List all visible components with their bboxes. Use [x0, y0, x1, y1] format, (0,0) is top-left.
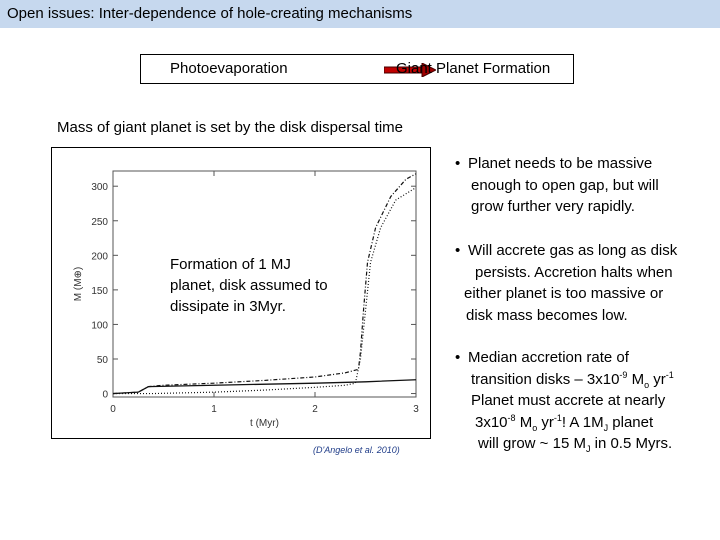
x-tick-label: 1	[211, 404, 217, 415]
text: in 0.5 Myrs.	[590, 435, 673, 452]
y-tick-label: 300	[91, 182, 108, 194]
subtitle: Mass of giant planet is set by the disk dispersal time	[57, 119, 403, 136]
y-tick-label: 0	[102, 389, 108, 401]
x-tick-label: 3	[413, 404, 419, 415]
x-axis-label: t (Myr)	[250, 418, 279, 429]
figure-overlay-text	[170, 254, 328, 317]
sub: o	[644, 379, 650, 390]
sub: o	[532, 422, 538, 433]
bullet-line: enough to open gap, but will	[471, 176, 659, 194]
flow-to: Giant Planet Formation	[396, 60, 551, 77]
bullet-1	[455, 153, 659, 218]
y-tick-label: 50	[96, 354, 108, 366]
bullet-line	[475, 412, 674, 434]
bullet-icon: •	[455, 242, 461, 259]
bullet-line: persists. Accretion halts when	[475, 263, 673, 281]
bullet-line: Median accretion rate of	[468, 349, 629, 366]
text: M	[627, 370, 645, 388]
sup: -1	[553, 412, 562, 423]
sub: J	[585, 444, 591, 454]
text: yr	[649, 370, 666, 388]
y-axis-label: M (M⊕)	[73, 266, 84, 302]
text: M	[515, 413, 533, 431]
bullet-icon: •	[455, 349, 461, 366]
text: transition disks – 3x10	[471, 370, 620, 388]
overlay-line: planet, disk assumed to	[170, 277, 328, 294]
slide-title: Open issues: Inter-dependence of hole-creating mechanisms	[7, 5, 413, 22]
x-tick-label: 2	[312, 404, 318, 415]
text: 3x10	[475, 413, 508, 431]
citation: (D'Angelo et al. 2010)	[313, 445, 400, 455]
bullet-line: Will accrete gas as long as disk	[468, 242, 678, 259]
bullet-line	[478, 433, 674, 455]
text: yr	[537, 413, 554, 431]
y-tick-label: 200	[91, 251, 108, 263]
overlay-line: Formation of 1 MJ	[170, 256, 291, 273]
bullet-line: Planet must accrete at nearly	[471, 392, 666, 409]
overlay-line: dissipate in 3Myr.	[170, 298, 286, 315]
bullet-line: either planet is too massive or	[464, 285, 664, 302]
bullet-line: Planet needs to be massive	[468, 155, 653, 172]
bullet-3	[455, 347, 674, 455]
x-tick-label: 0	[110, 404, 116, 415]
sup: -1	[665, 369, 674, 380]
bullet-line	[471, 369, 674, 391]
series-solid	[113, 380, 416, 394]
sub: J	[603, 422, 609, 433]
y-tick-label: 250	[91, 216, 108, 228]
sup: -8	[507, 412, 516, 423]
y-tick-label: 100	[91, 320, 108, 332]
text: will grow ~ 15 M	[478, 435, 586, 452]
sup: -9	[619, 369, 628, 380]
text: ! A 1M	[561, 413, 604, 431]
y-tick-label: 150	[91, 285, 108, 297]
bullet-line: disk mass becomes low.	[466, 306, 628, 324]
bullet-icon: •	[455, 155, 461, 172]
text: planet	[608, 413, 654, 431]
flow-from: Photoevaporation	[170, 60, 288, 77]
bullet-2	[455, 240, 678, 326]
bullet-line: grow further very rapidly.	[471, 198, 635, 215]
